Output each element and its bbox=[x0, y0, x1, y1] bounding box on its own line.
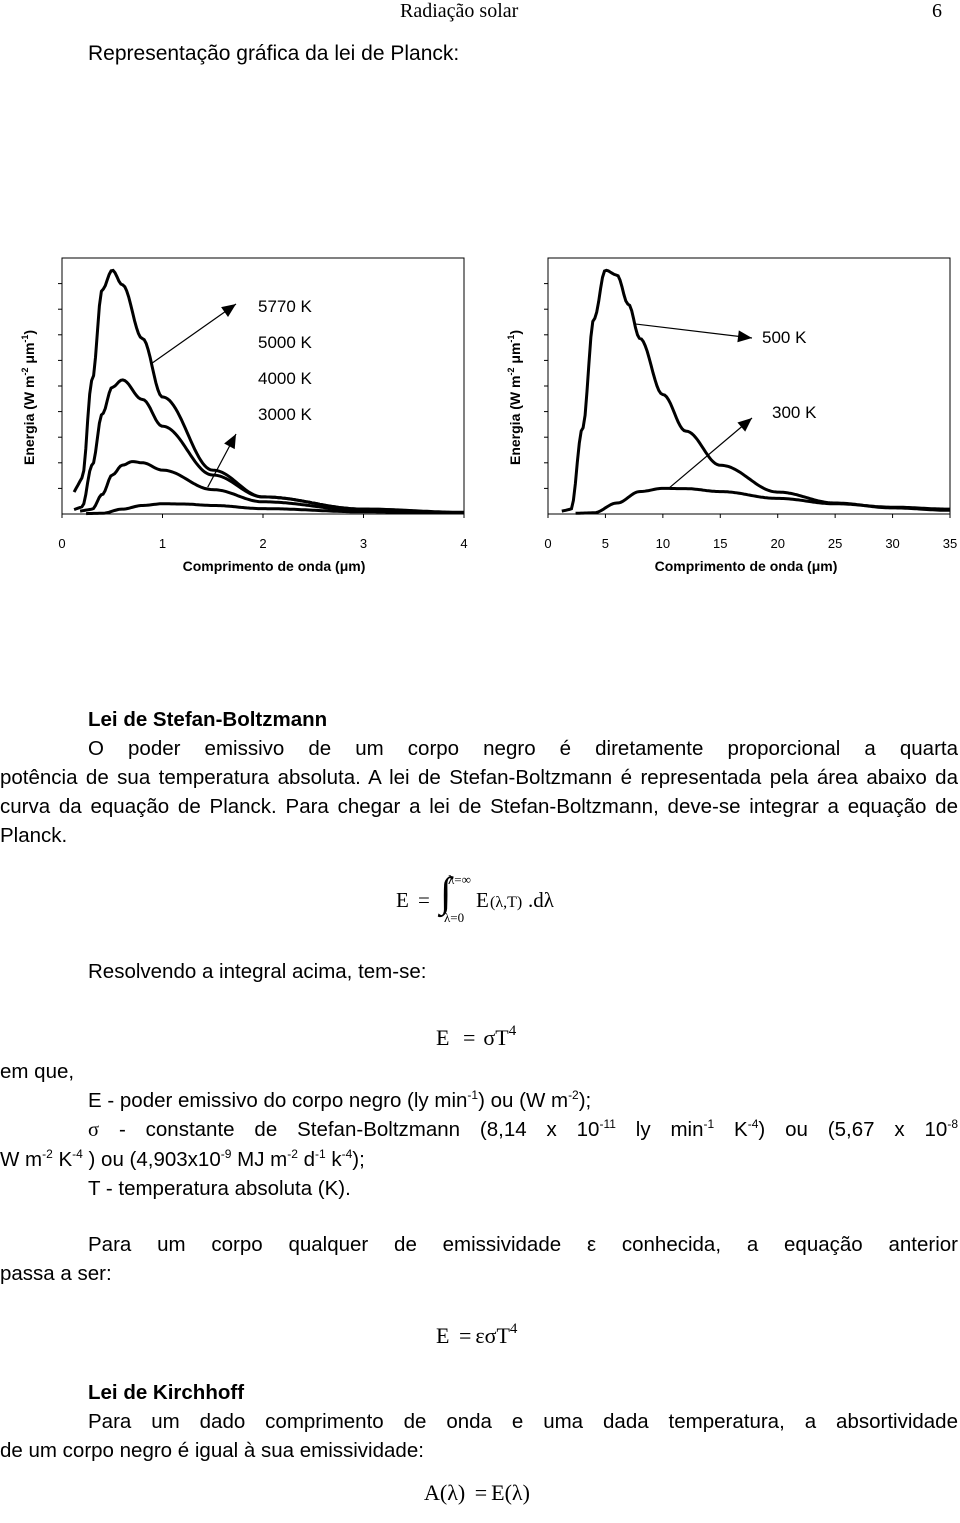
x-tick-label: 15 bbox=[713, 536, 728, 551]
chart-left-ylabel: Energia (W $m^{-2}$ $\mu m^{-1}$) bbox=[20, 329, 37, 465]
x-tick-label: 0 bbox=[58, 536, 66, 551]
stefan-heading: Lei de Stefan-Boltzmann bbox=[88, 708, 328, 731]
series-line bbox=[576, 488, 950, 513]
integral-upper-limit: λ=∞ bbox=[448, 872, 471, 887]
resolve-text: Resolvendo a integral acima, tem-se: bbox=[88, 960, 427, 983]
legend-label: 300 K bbox=[772, 403, 817, 422]
chart-left bbox=[20, 258, 468, 574]
integral-equation bbox=[396, 870, 596, 930]
chart-right bbox=[506, 258, 957, 574]
x-tick-label: 30 bbox=[885, 536, 900, 551]
gray-body-equation: E = εσT$^4$ bbox=[436, 1321, 518, 1348]
legend-arrowhead bbox=[737, 418, 752, 432]
integral-integrand: E bbox=[476, 888, 489, 912]
page-number: 6 bbox=[932, 0, 942, 22]
series-line bbox=[86, 504, 464, 514]
legend-label: 3000 K bbox=[258, 405, 312, 424]
kirchhoff-section bbox=[0, 1378, 958, 1465]
legend-pointer-line bbox=[152, 304, 236, 363]
chart-right-xlabel: Comprimento de onda (μm) bbox=[654, 558, 838, 574]
x-tick-label: 10 bbox=[655, 536, 671, 551]
x-tick-label: 5 bbox=[601, 536, 610, 551]
series-line bbox=[562, 270, 950, 511]
kirchhoff-text-first-line: Para um dado comprimento de onda e uma dada temperatura, a absortividade bbox=[88, 1410, 958, 1433]
integral-lower-limit: λ=0 bbox=[444, 910, 465, 925]
chart-right-plot-area bbox=[548, 258, 950, 514]
x-tick-label: 2 bbox=[259, 536, 267, 551]
running-header-title: Radiação solar bbox=[400, 0, 519, 22]
legend-label: 4000 K bbox=[258, 369, 312, 388]
legend-label: 5770 K bbox=[258, 297, 312, 316]
kirchhoff-heading: Lei de Kirchhoff bbox=[88, 1381, 245, 1404]
planck-figures bbox=[0, 250, 960, 590]
def-T: T - temperatura absoluta (K). bbox=[88, 1177, 351, 1200]
legend-label: 5000 K bbox=[258, 333, 312, 352]
x-tick-label: 1 bbox=[158, 536, 167, 551]
stefan-text-first-line: O poder emissivo de um corpo negro é diretamente proporcional a quarta bbox=[88, 737, 958, 760]
integral-differential: .dλ bbox=[528, 888, 554, 912]
emissivity-first-line: Para um corpo qualquer de emissividade ε conhecida, a equação anterior bbox=[88, 1233, 958, 1256]
legend-arrowhead bbox=[737, 330, 752, 342]
chart-right-ylabel: Energia (W $m^{-2}$ $\mu m^{-1}$) bbox=[506, 329, 523, 465]
integral-equals: = bbox=[418, 888, 430, 912]
stefan-text-rest: potência de sua temperatura absoluta. A lei de Stefan-Boltzmann é representada pela área abaixo da curva da equação de Planck. Para chegar a lei de Stefan-Boltzmann, deve-se integrar a equação de Planck. bbox=[0, 766, 958, 847]
integral-lhs: E bbox=[396, 888, 409, 912]
x-tick-label: 0 bbox=[544, 536, 552, 551]
emissivity-paragraph bbox=[0, 1230, 958, 1288]
def-sigma-first-line: σ - constante de Stefan-Boltzmann (8,14 x $10^{-11}$ ly $\min^{-1} K^{-4}$) ou (5,67 x $10^{-8}$ bbox=[88, 1117, 958, 1141]
definitions bbox=[0, 1057, 958, 1203]
emissivity-rest: passa a ser: bbox=[0, 1262, 112, 1285]
stefan-boltzmann-equation: $E = \sigma T^4$ bbox=[436, 1023, 517, 1050]
legend-label: 500 K bbox=[762, 328, 807, 347]
kirchhoff-equation: A(λ) = E(λ) bbox=[424, 1480, 530, 1505]
integral-sign: ∫ bbox=[440, 870, 452, 916]
stefan-section bbox=[0, 705, 958, 850]
x-tick-label: 35 bbox=[942, 536, 958, 551]
figure-intro: Representação gráfica da lei de Planck: bbox=[88, 42, 460, 65]
chart-left-xlabel: Comprimento de onda (μm) bbox=[182, 558, 366, 574]
series-line bbox=[74, 380, 464, 512]
legend-pointer-line bbox=[634, 324, 752, 338]
legend-arrowhead bbox=[221, 304, 236, 317]
legend-arrowhead bbox=[224, 434, 236, 449]
def-E: E - poder emissivo do corpo negro (ly $\min^{-1}$) ou (W $m^{-2}$); bbox=[88, 1088, 592, 1112]
x-tick-label: 25 bbox=[827, 536, 843, 551]
x-tick-label: 20 bbox=[770, 536, 785, 551]
integral-argument: (λ,T) bbox=[490, 894, 523, 911]
x-tick-label: 4 bbox=[460, 536, 468, 551]
def-sigma-second-line: W $m^{-2}$ $K^{-4}$ ) ou ($4,903x10^{-9}$ MJ $m^{-2}$ $d^{-1}$ $k^{-4}$); bbox=[0, 1147, 365, 1171]
x-tick-label: 3 bbox=[359, 536, 368, 551]
em-que: em que, bbox=[0, 1060, 75, 1083]
kirchhoff-text-rest: de um corpo negro é igual à sua emissividade: bbox=[0, 1439, 424, 1462]
